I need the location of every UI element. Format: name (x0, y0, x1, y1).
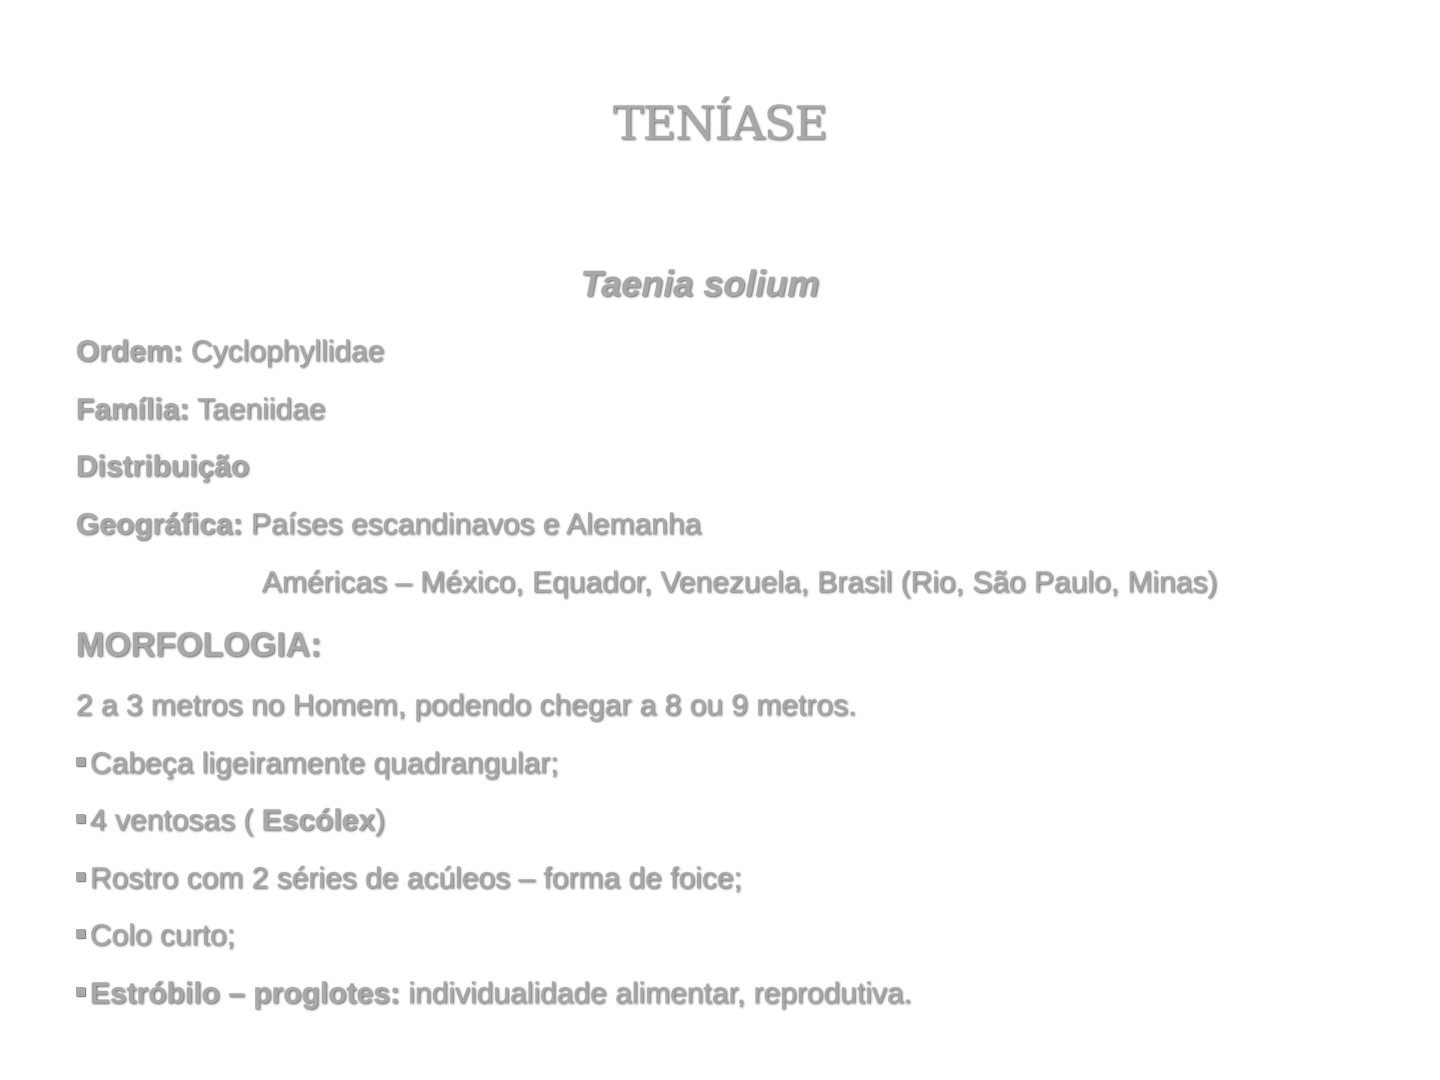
distribuicao-line (76, 450, 249, 484)
bullet-item (76, 747, 559, 781)
bullet-item (76, 919, 235, 953)
geografica-line (76, 508, 701, 542)
distribuicao-label: Distribuição (76, 450, 250, 483)
bullet-item (76, 804, 385, 838)
ordem-value: Cyclophyllidae (182, 335, 385, 368)
bullet-text: Colo curto; (90, 919, 236, 952)
square-bullet-icon (76, 929, 85, 938)
square-bullet-icon (76, 814, 85, 823)
square-bullet-icon (76, 872, 85, 881)
bullet-text: 4 ventosas ( (90, 804, 262, 837)
bullet-item (76, 862, 742, 896)
americas-line (262, 566, 1217, 600)
bullet-bold-text: Estróbilo – proglotes: (90, 977, 401, 1010)
square-bullet-icon (76, 757, 85, 766)
familia-value: Taeniidae (189, 393, 326, 426)
geografica-value: Países escandinavos e Alemanha (242, 508, 702, 541)
familia-label: Família: (76, 393, 190, 426)
morfologia-intro: 2 a 3 metros no Homem, podendo chegar a 8 ou 9 metros. (76, 689, 857, 722)
geografica-label: Geográfica: (76, 508, 243, 541)
slide-title: TENÍASE (613, 96, 827, 150)
morfologia-heading: MORFOLOGIA: (76, 626, 322, 664)
species-subtitle: Taenia solium (580, 263, 820, 304)
americas-value: Américas – México, Equador, Venezuela, Brasil (Rio, São Paulo, Minas) (262, 566, 1218, 599)
familia-line (76, 393, 326, 427)
ordem-line (76, 335, 384, 369)
bullet-after-text: ) (375, 804, 386, 837)
bullet-text: Cabeça ligeiramente quadrangular; (90, 747, 559, 780)
bullet-text: Rostro com 2 séries de acúleos – forma de foice; (90, 862, 742, 895)
bullet-text: individualidade alimentar, reprodutiva. (400, 977, 913, 1010)
bullet-bold-text: Escólex (261, 804, 376, 837)
square-bullet-icon (76, 987, 85, 996)
bullet-item (76, 977, 912, 1011)
ordem-label: Ordem: (76, 335, 183, 368)
